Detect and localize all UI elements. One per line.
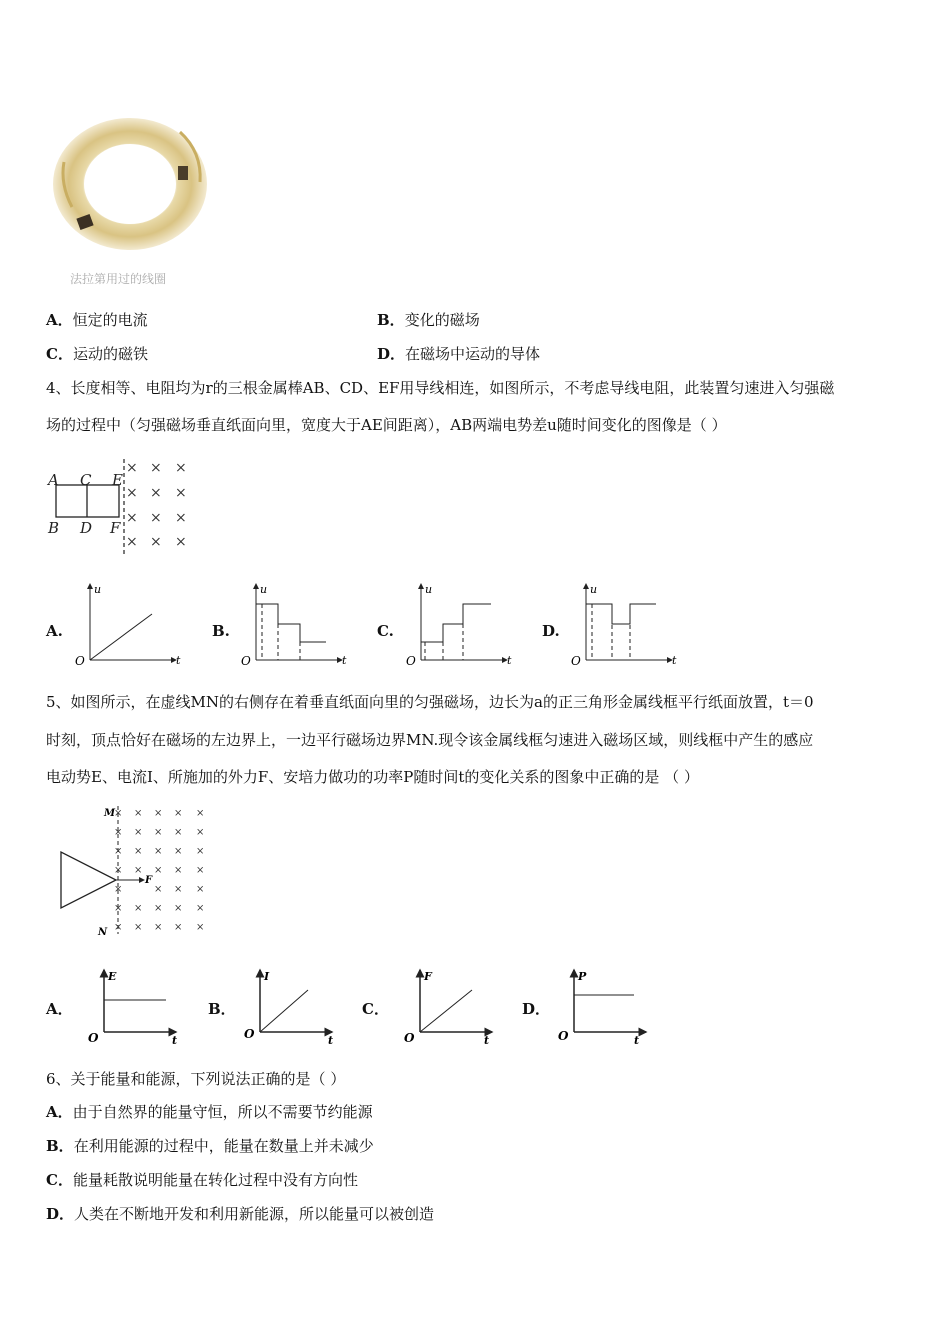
axis-origin: O bbox=[88, 1031, 99, 1045]
photo-caption: 法拉第用过的线圈 bbox=[70, 272, 167, 286]
axis-x-label: t bbox=[176, 654, 181, 667]
svg-text:×: × bbox=[134, 808, 143, 819]
svg-text:×: × bbox=[134, 903, 143, 914]
option-text: 能量耗散说明能量在转化过程中没有方向性 bbox=[72, 1171, 358, 1189]
q5-option-b[interactable]: B． bbox=[208, 1000, 236, 1018]
svg-text:×: × bbox=[196, 827, 205, 838]
svg-text:×: × bbox=[114, 903, 123, 914]
q6-option-d[interactable] bbox=[46, 1203, 434, 1225]
q5-field-crosses bbox=[114, 808, 204, 933]
svg-text:×: × bbox=[196, 865, 205, 876]
q3-option-b[interactable] bbox=[377, 309, 480, 331]
axis-origin: O bbox=[558, 1029, 569, 1043]
option-letter: A． bbox=[46, 311, 73, 329]
q4-option-b[interactable]: B. bbox=[212, 622, 230, 640]
coil-photo bbox=[50, 112, 210, 252]
q3-option-a[interactable] bbox=[46, 309, 148, 331]
svg-text:×: × bbox=[175, 460, 187, 476]
svg-text:×: × bbox=[134, 827, 143, 838]
q4-stem-line2: 场的过程中（匀强磁场垂直纸面向里，宽度大于AE间距离），AB两端电势差u随时间变化的图像是（ ） bbox=[46, 416, 727, 434]
svg-text:×: × bbox=[114, 865, 123, 876]
axis-y-label: P bbox=[578, 970, 587, 983]
axis-y-label: I bbox=[264, 970, 270, 983]
axis-y-label: u bbox=[590, 583, 598, 596]
q4-label-c: C bbox=[80, 471, 92, 489]
svg-text:×: × bbox=[175, 510, 187, 526]
option-letter: D． bbox=[46, 1205, 75, 1223]
option-text: 人类在不断地开发和利用新能源，所以能量可以被创造 bbox=[74, 1205, 435, 1223]
svg-text:×: × bbox=[150, 510, 162, 526]
option-letter: C． bbox=[46, 345, 73, 363]
axis-x-label: t bbox=[328, 1034, 334, 1047]
q5-graph-a bbox=[84, 964, 184, 1048]
svg-text:×: × bbox=[196, 808, 205, 819]
option-text: 变化的磁场 bbox=[404, 311, 480, 329]
axis-origin: O bbox=[241, 654, 251, 668]
option-letter: B． bbox=[377, 311, 405, 329]
axis-y-label: u bbox=[94, 583, 102, 596]
svg-text:×: × bbox=[134, 846, 143, 857]
axis-origin: O bbox=[244, 1027, 255, 1041]
svg-text:×: × bbox=[174, 827, 183, 838]
q4-label-a: A bbox=[48, 471, 59, 489]
q4-option-a[interactable]: A. bbox=[46, 622, 63, 640]
q3-option-d[interactable] bbox=[377, 343, 540, 365]
axis-origin: O bbox=[406, 654, 416, 668]
q4-option-c[interactable]: C. bbox=[377, 622, 394, 640]
q5-graph-c bbox=[400, 964, 500, 1048]
option-text: 恒定的电流 bbox=[72, 311, 148, 329]
svg-text:×: × bbox=[114, 884, 123, 895]
axis-y-label: u bbox=[425, 583, 433, 596]
svg-text:×: × bbox=[196, 846, 205, 857]
q4-label-d: D bbox=[80, 519, 93, 537]
axis-y-label: E bbox=[108, 970, 117, 983]
axis-x-label: t bbox=[172, 1034, 178, 1047]
q5-stem-line1: 5、如图所示，在虚线MN的右侧存在着垂直纸面向里的匀强磁场，边长为a的正三角形金属线框平行纸面放置，t＝0 bbox=[46, 693, 814, 711]
svg-text:×: × bbox=[196, 922, 205, 933]
svg-text:×: × bbox=[134, 865, 143, 876]
svg-text:×: × bbox=[174, 884, 183, 895]
q6-option-a[interactable] bbox=[46, 1101, 373, 1123]
svg-text:×: × bbox=[150, 460, 162, 476]
svg-text:×: × bbox=[154, 808, 163, 819]
q4-graph-b bbox=[238, 578, 353, 670]
svg-text:×: × bbox=[174, 903, 183, 914]
q5-option-d[interactable]: D． bbox=[522, 1000, 551, 1018]
svg-text:×: × bbox=[114, 808, 123, 819]
svg-text:×: × bbox=[154, 903, 163, 914]
q6-stem: 6、关于能量和能源，下列说法正确的是（ ） bbox=[46, 1070, 346, 1088]
svg-text:×: × bbox=[175, 534, 187, 550]
svg-text:×: × bbox=[126, 510, 138, 526]
q4-figure bbox=[46, 455, 196, 560]
svg-text:×: × bbox=[154, 922, 163, 933]
q5-option-a[interactable]: A． bbox=[46, 1000, 73, 1018]
q5-label-m: M bbox=[104, 808, 116, 819]
option-text: 在利用能源的过程中，能量在数量上并未减少 bbox=[73, 1137, 374, 1155]
axis-origin: O bbox=[571, 654, 581, 668]
q5-stem-line2: 时刻，顶点恰好在磁场的左边界上，一边平行磁场边界MN.现令该金属线框匀速进入磁场区域，则线框中产生的感应 bbox=[46, 731, 814, 749]
q6-option-b[interactable] bbox=[46, 1135, 374, 1157]
svg-text:×: × bbox=[174, 865, 183, 876]
q5-graph-d bbox=[554, 964, 654, 1048]
q5-label-n: N bbox=[98, 927, 108, 938]
option-text: 由于自然界的能量守恒，所以不需要节约能源 bbox=[72, 1103, 373, 1121]
q4-label-e: E bbox=[112, 471, 123, 489]
q5-graph-b bbox=[240, 964, 340, 1048]
svg-text:×: × bbox=[174, 922, 183, 933]
svg-text:×: × bbox=[174, 846, 183, 857]
option-text: 在磁场中运动的导体 bbox=[405, 345, 541, 363]
axis-x-label: t bbox=[342, 654, 347, 667]
q4-field-crosses bbox=[126, 460, 187, 550]
q5-option-c[interactable]: C． bbox=[362, 1000, 389, 1018]
svg-text:×: × bbox=[114, 827, 123, 838]
svg-text:×: × bbox=[154, 884, 163, 895]
axis-origin: O bbox=[404, 1031, 415, 1045]
svg-text:×: × bbox=[196, 884, 205, 895]
svg-text:×: × bbox=[196, 903, 205, 914]
q4-label-b: B bbox=[48, 519, 60, 537]
option-letter: B． bbox=[46, 1137, 74, 1155]
q5-figure bbox=[56, 802, 221, 942]
option-text: 运动的磁铁 bbox=[72, 345, 148, 363]
svg-text:×: × bbox=[126, 485, 138, 501]
option-letter: D． bbox=[377, 345, 406, 363]
q6-option-c[interactable] bbox=[46, 1169, 358, 1191]
svg-text:×: × bbox=[134, 922, 143, 933]
q5-label-f: F bbox=[145, 875, 153, 886]
coil-image bbox=[50, 112, 210, 252]
axis-y-label: F bbox=[424, 970, 432, 983]
option-letter: C． bbox=[46, 1171, 73, 1189]
axis-x-label: t bbox=[634, 1034, 640, 1047]
axis-origin: O bbox=[75, 654, 85, 668]
svg-text:×: × bbox=[154, 827, 163, 838]
svg-text:×: × bbox=[114, 846, 123, 857]
q4-stem-line1: 4、长度相等、电阻均为r的三根金属棒AB、CD、EF用导线相连，如图所示，不考虑导线电阻，此装置匀速进入匀强磁 bbox=[46, 379, 835, 397]
axis-y-label: u bbox=[260, 583, 268, 596]
axis-x-label: t bbox=[484, 1034, 490, 1047]
svg-text:×: × bbox=[126, 534, 138, 550]
axis-x-label: t bbox=[672, 654, 677, 667]
q4-graph-c bbox=[403, 578, 518, 670]
svg-text:×: × bbox=[154, 846, 163, 857]
svg-text:×: × bbox=[175, 485, 187, 501]
q3-option-c[interactable] bbox=[46, 343, 148, 365]
q4-graph-a bbox=[72, 578, 187, 670]
q5-stem-line3: 电动势E、电流I、所施加的外力F、安培力做功的功率P随时间t的变化关系的图象中正确的是 （ ） bbox=[46, 768, 699, 786]
svg-text:×: × bbox=[150, 534, 162, 550]
option-letter: A． bbox=[46, 1103, 73, 1121]
axis-x-label: t bbox=[507, 654, 512, 667]
svg-text:×: × bbox=[126, 460, 138, 476]
q4-option-d[interactable]: D. bbox=[542, 622, 560, 640]
svg-text:×: × bbox=[114, 922, 123, 933]
svg-text:×: × bbox=[174, 808, 183, 819]
q4-graph-d bbox=[568, 578, 683, 670]
svg-text:×: × bbox=[154, 865, 163, 876]
svg-text:×: × bbox=[150, 485, 162, 501]
q4-label-f: F bbox=[110, 519, 121, 537]
